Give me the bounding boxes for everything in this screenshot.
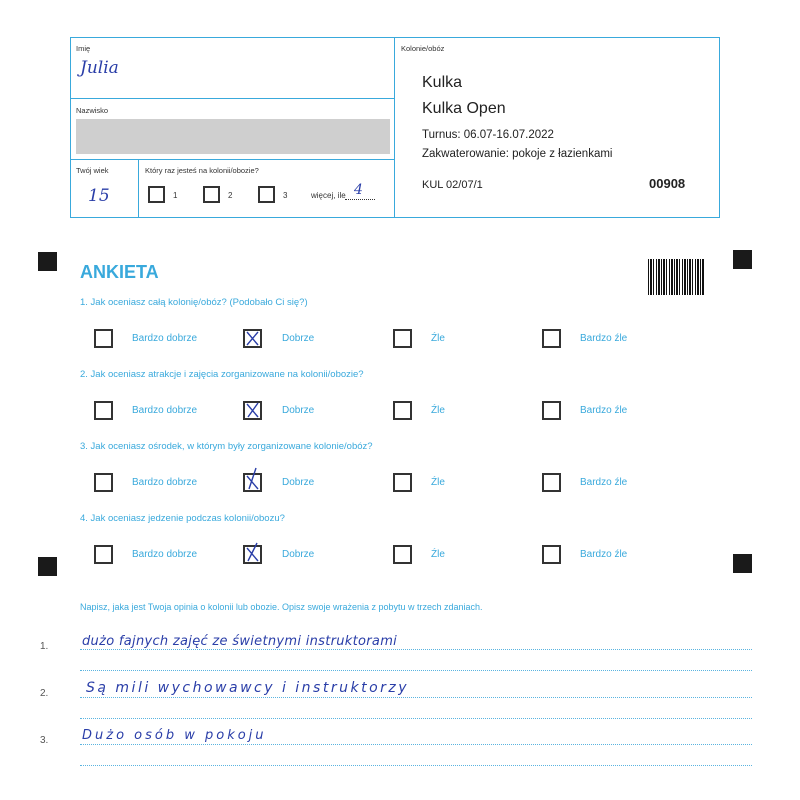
q4-option-bardzo-dobrze: Bardzo dobrze — [132, 549, 198, 560]
q3-option-zle: Źle — [431, 477, 445, 488]
question-4-text: 4. Jak oceniasz jedzenie podczas kolonii/obozu? — [80, 513, 285, 524]
q3-checkbox-bardzo-dobrze[interactable] — [94, 473, 113, 492]
opinion-prompt: Napisz, jaka jest Twoja opinia o kolonii lub obozie. Opisz swoje wrażenia z pobytu w trzech zdaniach. — [80, 602, 483, 612]
name-value[interactable]: Julia — [80, 58, 119, 78]
q1-option-bardzo-zle: Bardzo źle — [580, 333, 628, 344]
q1-checkbox-bardzo-dobrze[interactable] — [94, 329, 113, 348]
registration-marker-bottom-left — [38, 557, 57, 576]
q3-checkbox-zle[interactable] — [393, 473, 412, 492]
q4-checkbox-bardzo-zle[interactable] — [542, 545, 561, 564]
q1-option-dobrze: Dobrze — [282, 333, 315, 344]
opinion-line-3b-dots — [80, 765, 752, 766]
camp-code: KUL 02/07/1 — [422, 179, 483, 191]
opinion-line-1b-dots — [80, 670, 752, 671]
q2-check-mark — [243, 401, 262, 420]
more-value[interactable]: 4 — [354, 182, 363, 198]
question-3-text: 3. Jak oceniasz ośrodek, w którym były zorganizowane kolonie/obóz? — [80, 441, 373, 452]
q3-option-bardzo-zle: Bardzo źle — [580, 477, 628, 488]
camp-name: Kulka — [422, 74, 463, 91]
registration-marker-top-right — [733, 250, 752, 269]
opinion-line-3-dots — [80, 744, 752, 745]
q1-checkbox-bardzo-zle[interactable] — [542, 329, 561, 348]
form-number: 00908 — [649, 176, 686, 191]
opinion-line-1-dots — [80, 649, 752, 650]
accommodation-text: Zakwaterowanie: pokoje z łazienkami — [422, 148, 613, 160]
times-checkbox-1[interactable] — [148, 186, 165, 203]
more-label: więcej, ile — [311, 191, 346, 200]
q4-checkbox-bardzo-dobrze[interactable] — [94, 545, 113, 564]
question-1-text: 1. Jak oceniasz całą kolonię/obóz? (Podobało Ci się?) — [80, 297, 308, 308]
q3-checkbox-bardzo-zle[interactable] — [542, 473, 561, 492]
q1-checkbox-zle[interactable] — [393, 329, 412, 348]
surname-label: Nazwisko — [76, 106, 109, 115]
q4-checkbox-zle[interactable] — [393, 545, 412, 564]
q4-check-mark — [243, 540, 262, 564]
opinion-line-1-text[interactable]: dużo fajnych zajęć ze świetnymi instruktorami — [82, 634, 398, 649]
opinion-line-3-text[interactable]: Dużo osób w pokoju — [82, 728, 267, 743]
name-label: Imię — [76, 44, 91, 53]
camp-subname: Kulka Open — [422, 100, 506, 117]
age-label: Twój wiek — [76, 166, 109, 175]
times-option-3: 3 — [283, 191, 288, 200]
q4-option-dobrze: Dobrze — [282, 549, 315, 560]
turnus-text: Turnus: 06.07-16.07.2022 — [422, 129, 554, 141]
times-option-1: 1 — [173, 191, 178, 200]
opinion-line-1-number: 1. — [40, 641, 49, 652]
opinion-line-2b-dots — [80, 718, 752, 719]
q3-option-bardzo-dobrze: Bardzo dobrze — [132, 477, 198, 488]
times-label: Który raz jesteś na kolonii/obozie? — [145, 166, 259, 175]
q1-check-mark — [243, 329, 262, 348]
q2-option-dobrze: Dobrze — [282, 405, 315, 416]
barcode — [648, 259, 704, 295]
surname-redaction — [76, 119, 390, 154]
more-dotted-line — [345, 199, 375, 200]
times-checkbox-3[interactable] — [258, 186, 275, 203]
q1-option-bardzo-dobrze: Bardzo dobrze — [132, 333, 198, 344]
q2-option-bardzo-zle: Bardzo źle — [580, 405, 628, 416]
q3-check-mark — [243, 466, 262, 492]
times-option-2: 2 — [228, 191, 233, 200]
q3-option-dobrze: Dobrze — [282, 477, 315, 488]
q2-option-bardzo-dobrze: Bardzo dobrze — [132, 405, 198, 416]
q1-option-zle: Źle — [431, 333, 445, 344]
times-checkbox-2[interactable] — [203, 186, 220, 203]
q4-option-bardzo-zle: Bardzo źle — [580, 549, 628, 560]
survey-title: ANKIETA — [80, 262, 159, 282]
age-value[interactable]: 15 — [88, 186, 110, 206]
opinion-line-2-number: 2. — [40, 688, 49, 699]
q4-option-zle: Źle — [431, 549, 445, 560]
camp-label: Kolonie/obóz — [401, 44, 445, 53]
opinion-line-3-number: 3. — [40, 735, 49, 746]
q2-checkbox-bardzo-zle[interactable] — [542, 401, 561, 420]
q2-checkbox-bardzo-dobrze[interactable] — [94, 401, 113, 420]
opinion-line-2-dots — [80, 697, 752, 698]
registration-marker-bottom-right — [733, 554, 752, 573]
q2-option-zle: Źle — [431, 405, 445, 416]
opinion-line-2-text[interactable]: Są mili wychowawcy i instruktorzy — [86, 680, 410, 696]
question-2-text: 2. Jak oceniasz atrakcje i zajęcia zorganizowane na kolonii/obozie? — [80, 369, 364, 380]
registration-marker-top-left — [38, 252, 57, 271]
q2-checkbox-zle[interactable] — [393, 401, 412, 420]
